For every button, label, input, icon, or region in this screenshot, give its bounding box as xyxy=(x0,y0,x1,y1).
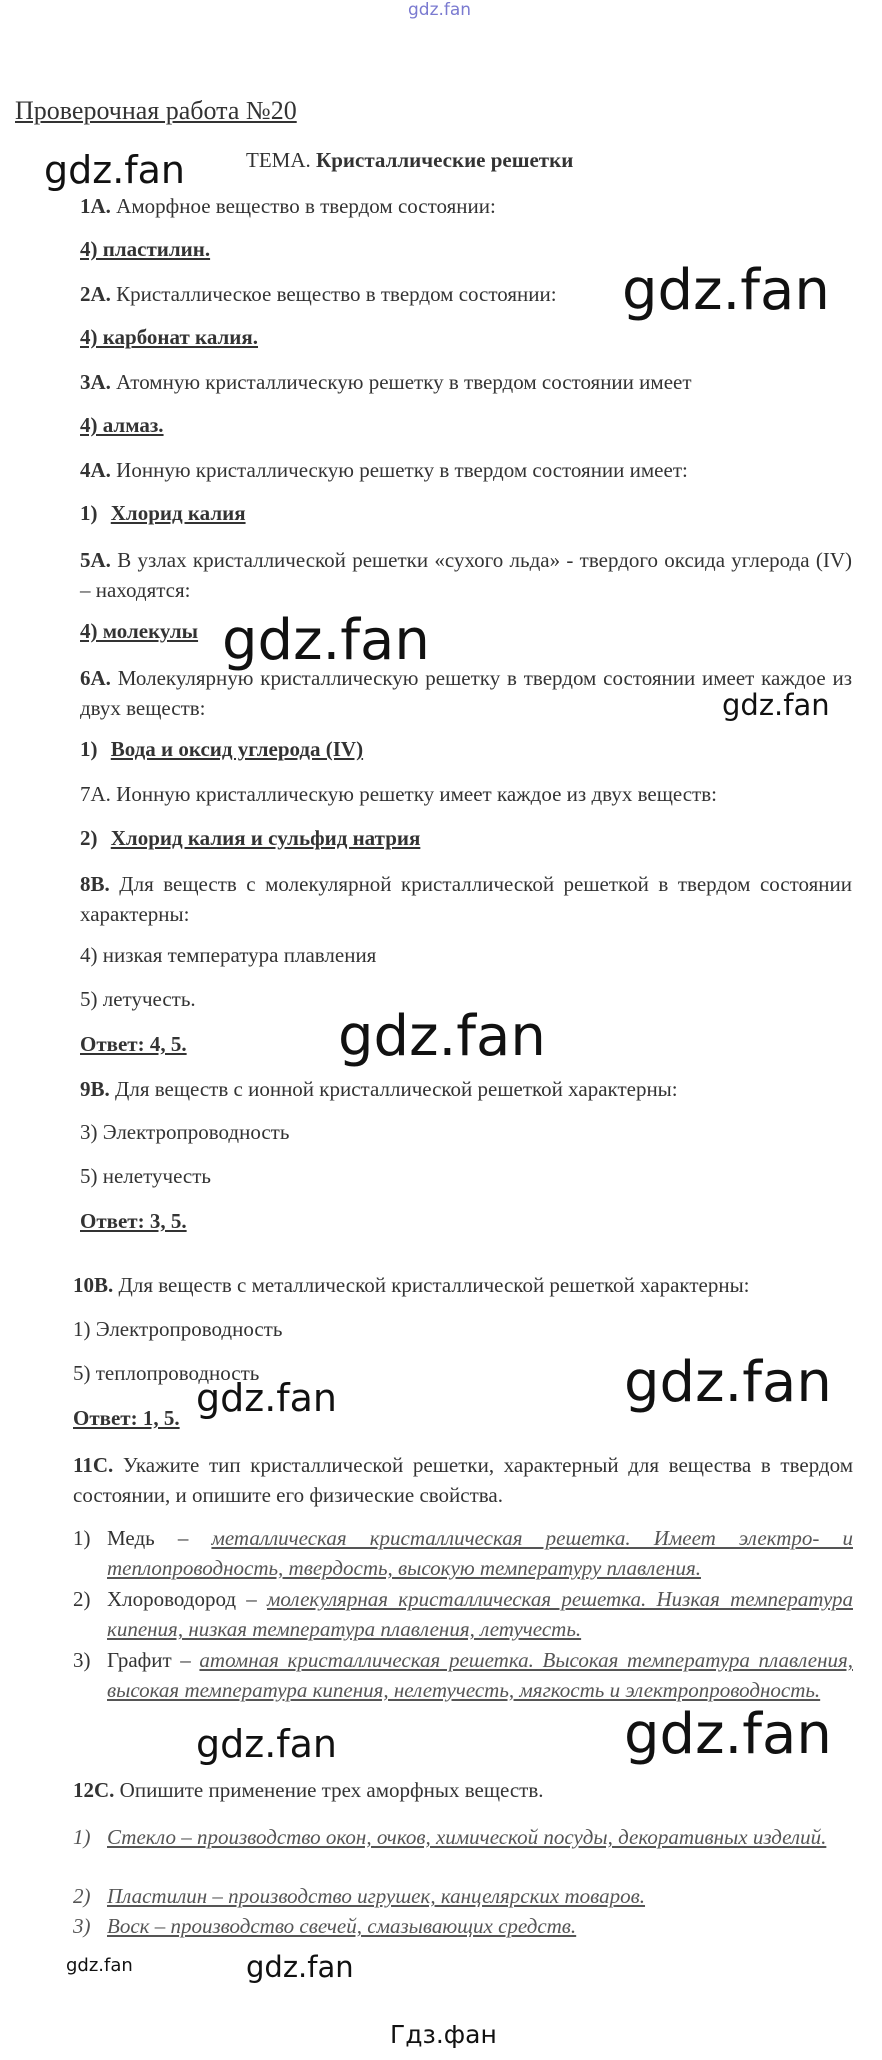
item-number: 1) xyxy=(73,1825,91,1849)
handwritten-answer: металлическая кристаллическая решетка. Имеет электро- и теплопроводность, твердость, высокую температуру плавления. xyxy=(107,1526,853,1580)
watermark: gdz.fan xyxy=(196,1722,338,1766)
question-2 xyxy=(80,281,557,307)
item-body xyxy=(107,1881,853,1911)
answer-number: 2) xyxy=(80,826,98,850)
question-number: 8В. xyxy=(80,872,110,896)
answer-5: 4) молекулы xyxy=(80,619,199,643)
handwritten-answer: атомная кристаллическая решетка. Высокая температура плавления, высокая температура кипения, нелетучесть, мягкость и электропроводность. xyxy=(107,1648,853,1702)
question-text: Атомную кристаллическую решетку в твердом состоянии имеет xyxy=(110,370,692,394)
question-text: Молекулярную кристаллическую решетку в твердом состоянии имеет каждое из двух веществ: xyxy=(80,666,852,720)
list-item xyxy=(73,1645,853,1735)
watermark: gdz.fan xyxy=(722,688,830,722)
question-1 xyxy=(80,193,496,219)
watermark: gdz.fan xyxy=(622,258,830,323)
question-6 xyxy=(80,663,852,723)
page-title: Проверочная работа №20 xyxy=(15,96,297,125)
item-number: 2) xyxy=(73,1587,91,1611)
item-body xyxy=(107,1822,853,1852)
question-number: 10В. xyxy=(73,1273,114,1297)
question-12 xyxy=(73,1777,544,1803)
handwritten-answer: Воск – производство свечей, смазывающих средств. xyxy=(107,1914,577,1938)
handwritten-answer: Стекло – производство окон, очков, химической посуды, декоративных изделий. xyxy=(107,1825,827,1849)
watermark: gdz.fan xyxy=(246,1950,354,1984)
question-11 xyxy=(73,1450,853,1510)
question-number: 5А. xyxy=(80,548,111,572)
footer-watermark: Гдз.фан xyxy=(390,2020,497,2049)
watermark-top: gdz.fan xyxy=(408,0,472,20)
watermark: gdz.fan xyxy=(66,1955,133,1976)
item-body xyxy=(107,1911,853,1941)
answer-6 xyxy=(80,737,363,762)
option: 4) низкая температура плавления xyxy=(80,943,377,967)
answer-7 xyxy=(80,826,420,851)
question-number: 1А. xyxy=(80,194,111,218)
answer-8: Ответ: 4, 5. xyxy=(80,1032,187,1056)
question-5 xyxy=(80,545,852,605)
topic-line xyxy=(246,148,573,173)
watermark: gdz.fan xyxy=(196,1376,338,1420)
item-body xyxy=(107,1584,853,1644)
list-item xyxy=(73,1584,853,1644)
answer-text: Хлорид калия xyxy=(110,501,246,525)
watermark: gdz.fan xyxy=(624,1702,832,1767)
item-number: 2) xyxy=(73,1884,91,1908)
question-9 xyxy=(80,1076,678,1102)
question-number: 3А. xyxy=(80,370,111,394)
watermark: gdz.fan xyxy=(222,608,430,673)
option: 5) летучесть. xyxy=(80,987,196,1011)
watermark: gdz.fan xyxy=(624,1350,832,1415)
question-number: 4А. xyxy=(80,458,111,482)
item-body xyxy=(107,1645,853,1705)
answer-number: 1) xyxy=(80,501,98,525)
item-name: Хлороводород – xyxy=(107,1587,257,1611)
question-text: Для веществ с металлической кристаллической решеткой характерны: xyxy=(113,1273,750,1297)
answer-10: Ответ: 1, 5. xyxy=(73,1406,180,1430)
handwritten-answer: Пластилин – производство игрушек, канцелярских товаров. xyxy=(107,1884,646,1908)
answer-text: Вода и оксид углерода (IV) xyxy=(110,737,364,761)
question-text: Для веществ с молекулярной кристаллической решеткой в твердом состоянии характерны: xyxy=(80,872,852,926)
question-text: Кристаллическое вещество в твердом состоянии: xyxy=(110,282,557,306)
question-4 xyxy=(80,457,688,483)
question-7: 7А. Ионную кристаллическую решетку имеет каждое из двух веществ: xyxy=(80,782,717,806)
list-item xyxy=(73,1523,853,1583)
item-name: Графит – xyxy=(107,1648,191,1672)
question-8 xyxy=(80,869,852,929)
watermark: gdz.fan xyxy=(44,148,186,192)
answer-text: Хлорид калия и сульфид натрия xyxy=(110,826,421,850)
question-3 xyxy=(80,369,692,395)
answer-9: Ответ: 3, 5. xyxy=(80,1209,187,1233)
handwritten-answer: молекулярная кристаллическая решетка. Низкая температура кипения, низкая температура плавления, летучесть. xyxy=(107,1587,853,1641)
item-number: 1) xyxy=(73,1526,91,1550)
answer-number: 1) xyxy=(80,737,98,761)
option: 5) теплопроводность xyxy=(73,1361,260,1385)
answer-3: 4) алмаз. xyxy=(80,413,164,437)
topic-title: Кристаллические решетки xyxy=(316,148,574,172)
item-number: 3) xyxy=(73,1648,91,1672)
list-item xyxy=(73,1822,853,1882)
item-number: 3) xyxy=(73,1914,91,1938)
answer-4 xyxy=(80,501,246,526)
list-item xyxy=(73,1881,853,1911)
topic-prefix: ТЕМА. xyxy=(246,148,311,172)
question-number: 2А. xyxy=(80,282,111,306)
question-number: 12С. xyxy=(73,1778,115,1802)
question-text: Укажите тип кристаллической решетки, характерный для вещества в твердом состоянии, и опишите его физические свойства. xyxy=(73,1453,853,1507)
list-item xyxy=(73,1911,853,1941)
item-body xyxy=(107,1523,853,1583)
question-text: Ионную кристаллическую решетку в твердом состоянии имеет: xyxy=(110,458,688,482)
watermark: gdz.fan xyxy=(338,1004,546,1069)
question-10 xyxy=(73,1272,750,1298)
question-text: Опишите применение трех аморфных веществ. xyxy=(114,1778,544,1802)
question-text: Аморфное вещество в твердом состоянии: xyxy=(110,194,496,218)
option: 3) Электропроводность xyxy=(80,1120,290,1144)
answer-2: 4) карбонат калия. xyxy=(80,325,259,349)
option: 5) нелетучесть xyxy=(80,1164,211,1188)
question-number: 6А. xyxy=(80,666,111,690)
question-text: В узлах кристаллической решетки «сухого льда» - твердого оксида углерода (IV) – находятся: xyxy=(80,548,852,602)
question-text: Для веществ с ионной кристаллической решеткой характерны: xyxy=(109,1077,678,1101)
question-number: 11С. xyxy=(73,1453,114,1477)
question-number: 9В. xyxy=(80,1077,110,1101)
item-name: Медь – xyxy=(107,1526,189,1550)
answer-1: 4) пластилин. xyxy=(80,237,211,261)
option: 1) Электропроводность xyxy=(73,1317,283,1341)
